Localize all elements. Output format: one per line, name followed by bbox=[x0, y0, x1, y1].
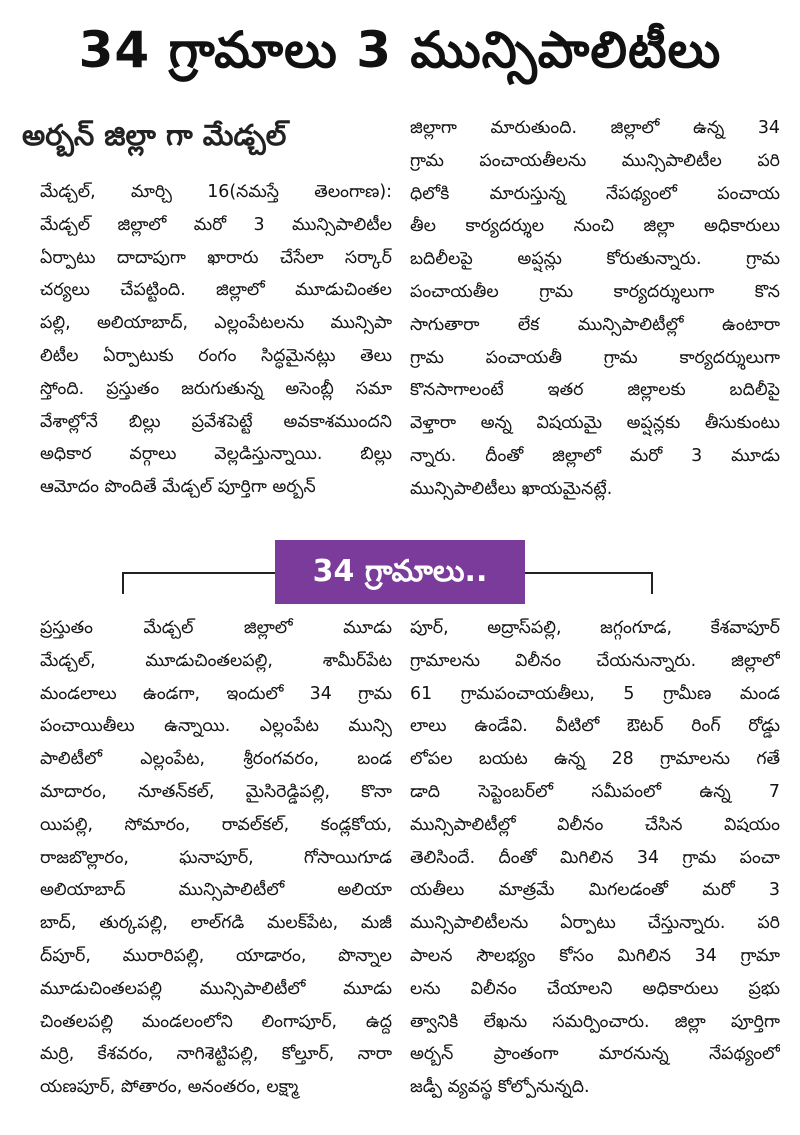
section-divider-right bbox=[525, 572, 653, 574]
article-line: డాది సెప్టెంబర్‌లో సమీపంలో ఉన్న 7 bbox=[410, 781, 780, 802]
article-line: ఏర్పాటు దాదాపుగా ఖారారు చేసేలా సర్కార్ bbox=[40, 247, 392, 268]
article-line: మేడ్చల్ జిల్లాలో మరో 3 మున్సిపాలిటీల bbox=[40, 214, 392, 235]
article-line: రాజబొల్లారం, ఘనాపూర్, గోసాయిగూడ bbox=[40, 847, 392, 868]
article-line: గ్రామ పంచాయతీలను మున్సిపాలిటీల పరి bbox=[410, 150, 780, 171]
article-line: మున్సిపాలిటీలను ఏర్పాటు చేస్తున్నారు. పరి bbox=[410, 913, 780, 934]
article-line: లాలు ఉండేవి. వీటిలో ఔటర్ రింగ్ రోడ్డు bbox=[410, 716, 780, 737]
article-line: ద్‌పూర్, మురారిపల్లి, యాడారం, పొన్నాల bbox=[40, 945, 392, 966]
article-column-4 bbox=[410, 612, 780, 1132]
article-line: బదిలీలపై అప్షన్లు కోరుతున్నారు. గ్రామ bbox=[410, 249, 780, 270]
article-line: మేడ్చల్, మార్చి 16(నమస్తే తెలంగాణ): bbox=[40, 182, 392, 202]
article-line: అర్బన్ ప్రాంతంగా మారనున్న నేపథ్యంలో bbox=[410, 1044, 780, 1065]
article-line: ప్రస్తుతం మేడ్చల్ జిల్లాలో మూడు bbox=[40, 618, 392, 638]
article-line: సాగుతారా లేక మున్సిపాలిటీల్లో ఉంటారా bbox=[410, 314, 780, 335]
article-line: గ్రామాలను విలీనం చేయనున్నారు. జిల్లాలో bbox=[410, 650, 780, 671]
article-line: తెలిసిందే. దీంతో మిగిలిన 34 గ్రామ పంచా bbox=[410, 847, 780, 868]
article-line: యణపూర్, పోతారం, అనంతరం, లక్ష్మా bbox=[40, 1077, 299, 1098]
article-column-2 bbox=[410, 112, 780, 516]
article-line: మున్సిపాలిటీలు ఖాయమైనట్లే. bbox=[410, 478, 613, 499]
section-divider-left-tick bbox=[122, 572, 124, 594]
article-line: మాదారం, నూతన్‌కల్, మైసిరెడ్డిపల్లి, కొనా bbox=[40, 781, 392, 802]
article-line: మేడ్చల్, మూడుచింతలపల్లి, శామీర్‌పేట bbox=[40, 650, 392, 671]
article-line: జడ్పీ వ్యవస్థ కోల్పోనున్నది. bbox=[410, 1077, 590, 1098]
article-line: యిపల్లి, సోమారం, రావల్‌కల్, కండ్లకోయ, bbox=[40, 814, 392, 835]
article-line: త్వానికి లేఖను సమర్పించారు. జిల్లా పూర్తిగా bbox=[410, 1011, 780, 1032]
article-column-1 bbox=[40, 176, 392, 516]
article-line: అధికార వర్గాలు వెల్లడిస్తున్నాయి. బిల్లు bbox=[40, 444, 392, 465]
section-divider-left bbox=[122, 572, 275, 574]
article-line: న్నారు. దీంతో జిల్లాలో మరో 3 మూడు bbox=[410, 445, 780, 466]
article-line: లిటీల ఏర్పాటుకు రంగం సిద్ధమైనట్లు తెలు bbox=[40, 345, 392, 366]
article-line: అలియాబాద్ మున్సిపాలిటీలో అలియా bbox=[40, 880, 392, 901]
article-line: మున్సిపాలిటీల్లో విలీనం చేసిన విషయం bbox=[410, 814, 780, 835]
article-line: వేశాల్లోనే బిల్లు ప్రవేశపెట్టే అవకాశముందని bbox=[40, 411, 392, 432]
article-line: మూడుచింతలపల్లి మున్సిపాలిటీలో మూడు bbox=[40, 978, 392, 999]
article-line: జిల్లాగా మారుతుంది. జిల్లాలో ఉన్న 34 bbox=[410, 118, 780, 138]
article-line: పాలిటీలో ఎల్లంపేట, శ్రీరంగవరం, బండ bbox=[40, 749, 392, 770]
article-line: ఆమోదం పొందితే మేడ్చల్ పూర్తిగా అర్బన్ bbox=[40, 477, 316, 498]
article-line: లను విలీనం చేయాలని అధికారులు ప్రభు bbox=[410, 978, 780, 999]
article-line: గ్రామ పంచాయతీ గ్రామ కార్యదర్శులుగా bbox=[410, 347, 780, 368]
article-line: ధిలోకి మారుస్తున్న నేపథ్యంలో పంచాయ bbox=[410, 183, 780, 204]
article-line: పాలన సౌలభ్యం కోసం మిగిలిన 34 గ్రామా bbox=[410, 945, 780, 966]
article-line: బాద్, తుర్కపల్లి, లాల్‌గడి మలక్‌పేట, మజీ bbox=[40, 913, 392, 934]
article-line: మండలాలు ఉండగా, ఇందులో 34 గ్రామ bbox=[40, 683, 392, 704]
headline: 34 గ్రామాలు 3 మున్సిపాలిటీలు bbox=[78, 21, 722, 79]
article-line: 61 గ్రామపంచాయతీలు, 5 గ్రామీణ మండ bbox=[410, 683, 780, 704]
article-line: మర్రి, కేశవరం, నాగిశెట్టిపల్లి, కోల్తూర్, నారా bbox=[40, 1044, 392, 1065]
article-line: తీల కార్యదర్శుల నుంచి జిల్లా అధికారులు bbox=[410, 216, 780, 237]
article-line: యతీలు మాత్రమే మిగలడంతో మరో 3 bbox=[410, 880, 780, 901]
article-line: వెళ్తారా అన్న విషయమై అప్షన్లకు తీసుకుంటు bbox=[410, 413, 780, 434]
section-divider-right-tick bbox=[651, 572, 653, 594]
article-line: పూర్, అద్రాస్‌పల్లి, జగ్గంగూడ, కేశవాపూర్ bbox=[410, 618, 780, 638]
article-line: పల్లి, అలియాబాద్, ఎల్లంపేటలను మున్సిపా bbox=[40, 313, 392, 334]
article-line: పంచాయితీలు ఉన్నాయి. ఎల్లంపేట మున్సి bbox=[40, 716, 392, 737]
article-line: లోపల బయట ఉన్న 28 గ్రామాలను గతే bbox=[410, 749, 780, 770]
article-line: పంచాయతీల గ్రామ కార్యదర్శులుగా కొన bbox=[410, 281, 780, 302]
article-line: చింతలపల్లి మండలంలోని లింగాపూర్, ఉద్ద bbox=[40, 1011, 392, 1032]
article-line: చర్యలు చేపట్టింది. జిల్లాలో మూడుచింతల bbox=[40, 280, 392, 301]
article-column-3 bbox=[40, 612, 392, 1132]
article-line: స్తోంది. ప్రస్తుతం జరుగుతున్న అసెంబ్లీ సమా bbox=[40, 378, 392, 399]
article-line: కొనసాగాలంటే ఇతర జిల్లాలకు బదిలీపై bbox=[410, 380, 780, 401]
section-label: 34 గ్రామాలు.. bbox=[275, 540, 525, 604]
subheadline: అర్బన్ జిల్లా గా మేడ్చల్ bbox=[22, 118, 287, 152]
